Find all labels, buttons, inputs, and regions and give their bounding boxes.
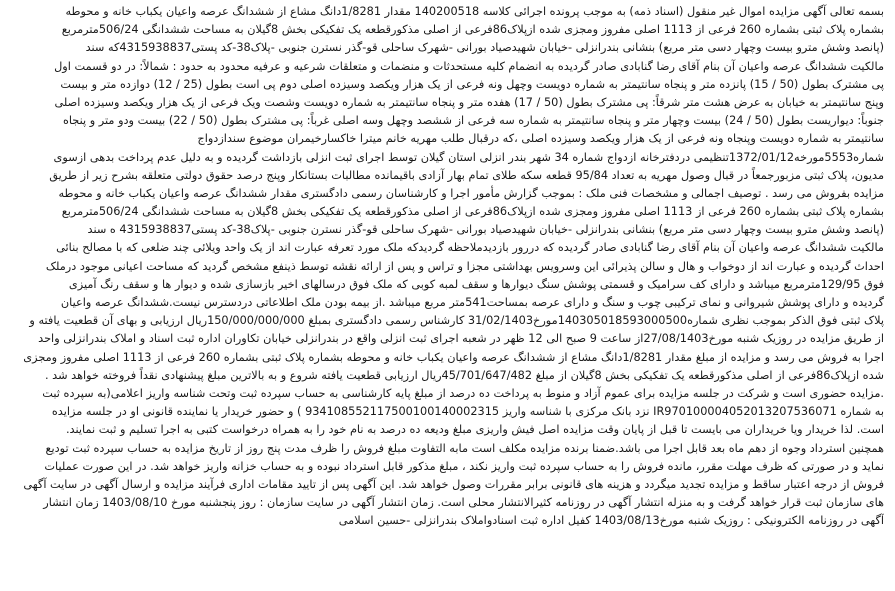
- notice-line: (پانصد وشش مترو بیست وچهار دسی متر مربع) بنشانی بندرانزلی -خیابان شهیدصیاد بورانی -شهرک ساحلی قو-گذر نسترن جنوبی -پلاک38-کد پستی4315938837 ه سند: [87, 223, 884, 237]
- notice-line: همچنین استرداد وجوه از دهم ماه بعد قابل اجرا می باشد.ضمنا برنده مزایده مکلف است مابه التفاوت مبلغ فروش را ظرف مدت پنج روز از تاریخ مزایده به حساب سپرده ثبت تودیع: [45, 441, 884, 455]
- notice-line: پلاک ثبتی فوق الذکر بموجب نظری شماره140305018593000500مورخ31/02/1403 کارشناس رسمی دادگستری بمبلغ 150/000/000/000ریال ارزیابی و بهای آن قطعیت یافته و: [29, 314, 884, 328]
- notice-line: وپنج سانتیمتر به خیابان به عرض هشت متر شرقاً: پی مشترک بطول (50 / 17) هفده متر و پنجاه سانتیمتر به شماره دویست وشصت ویک فرعی از یک هزار ویکصد وسیزده اصلی: [54, 95, 884, 109]
- notice-line: است. لذا خریدار ویا خریداران می بایست تا قبل از پایان وقت مزایده اصل فیش واریزی مبلغ ودیعه ده درصد به نام خود را به همراه درخواست کتبی به اجرا تسلیم و ثبت نمایند.: [65, 423, 884, 437]
- notice-line: اجرا به فروش می رسد و مزایده از مبلغ مقدار 1/8281دانگ مشاع از ششدانگ عرصه واعیان یکباب خانه و محوطه بشماره پلاک ثبتی بشماره 260 فرعی از 1113 اصلی مفروز ومجزی: [23, 350, 884, 364]
- notice-line: بسمه تعالی آگهی مزایده اموال غیر منقول (اسناد ذمه) به موجب پرونده اجرائی کلاسه 140200518 مقدار 1/8281دانگ مشاع از ششدانگ عرصه واعیان یکباب خانه و محوطه: [65, 5, 884, 18]
- notice-line: از طریق مزایده در روزیک شنبه مورخ27/08/1403از ساعت 9 صبح الی 12 ظهر در شعبه اجرای ثبت انزلی واقع در بندرانزلی خیابان تکاوران اداره ثبت اسناد و املاک بندرانزلی واحد: [38, 332, 884, 346]
- notice-line: بشماره پلاک ثبتی بشماره 260 فرعی از 1113 اصلی مفروز ومجزی شده ازپلاک86فرعی از اصلی مذکورقطعه یک تفکیکی بخش 8گیلان به مساحت ششدانگی 506/24مترمربع: [61, 23, 884, 37]
- notice-line: مدیون، پلاک ثبتی مزبورجمعاً در قبال وصول مهریه به تعداد 95/84 قطعه سکه طلای تمام بهار آزادی باقیمانده مطالبات بستانکار وپنج درصد حقوق دولتی متعلقه بشرح زیر از طریق: [49, 168, 884, 182]
- notice-line: شماره5553مورخه1372/01/12تنظیمی دردفترخانه ازدواج شماره 34 شهر بندر انزلی استان گیلان توسط اجرای ثبت انزلی بازداشت گردیده و به دلیل عدم پرداخت بدهی ازسوی: [53, 150, 884, 164]
- notice-line: فوق 129/95مترمربع میباشد و دارای کف سرامیک و قسمتی پوشش سنگ دیوارها و سقف لمبه کوبی که ملک فوق درسالهای اخیر بازسازی شده و دیوار ها و سقف رنگ آمیزی: [68, 277, 884, 291]
- notice-line: پی مشترک بطول (50 / 15) پانزده متر و پنجاه سانتیمتر به شماره دویست وچهل ونه فرعی از یک هزار ویکصد وسیزده اصلی دوم پی است بطول (25 / 12) دوازده متر و بیست: [60, 77, 884, 91]
- auction-notice: [12, 3, 884, 530]
- notice-line: های سازمان ثبت قرار خواهد گرفت و به منزله انتشار آگهی در روزنامه کثیرالانتشار محلی است. زمان انتشار آگهی در سایت سازمان : روز پنجشنبه مورخ 1403/08/10 زمان انتشار: [43, 496, 884, 510]
- notice-line: گردیده و دارای پوشش شیروانی و نمای ترکیبی چوب و سنگ و دارای عرصه بمساحت541متر مربع میباشد .از بیمه بودن ملک اطلاعاتی دردسترس نیست.ششدانگ عرصه واعیان: [60, 296, 884, 309]
- notice-line: مزایده بفروش می رسد . توصیف اجمالی و مشخصات فنی ملک : بموجب گزارش مأمور اجرا و کارشناسان رسمی دادگستری مقدار ششدانگ عرصه واعیان یکباب خانه و محوطه: [58, 186, 884, 200]
- notice-line: بشماره پلاک ثبتی بشماره 260 فرعی از 1113 اصلی مفروز ومجزی شده ازپلاک86فرعی از اصلی مذکورقطعه یک تفکیکی بخش 8گیلان به مساحت ششدانگی 506/24مترمربع: [61, 205, 884, 219]
- notice-line: نماید و در صورتی که ظرف مهلت مقرر، مانده فروش را به حساب سپرده ثبت واریز نکند ، مبلغ مذکور قابل استرداد نبوده و به حساب خزانه واریز خواهد شد. در این صورت عملیات: [44, 459, 884, 473]
- notice-line: جنوباً: دیواریست بطول (50 / 24) بیست وچهار متر و پنجاه سانتیمتر به شماره سه فرعی از ششصد وچهل وسه اصلی غرباً: پی مشترک بطول (50 / 22) بیست ودو متر و پنجاه: [62, 114, 884, 128]
- notice-line: احداث گردیده و عبارت اند از دوخواب و هال و سالن پذیرائی این وسرویس بهداشتی مجزا و تراس و پس از ارائه نقشه توسط ذینفع مشخص گردید که مساحت اعیانی موجود درملک: [45, 259, 884, 273]
- notice-line: شده ازپلاک86فرعی از اصلی مذکورقطعه یک تفکیکی بخش 8گیلان از مبلغ 45/701/647/482ریال ارزیابی قطعیت یافته شروع و به بالاترین مبلغ پیشنهادی نقداً فروخته خواهد شد .: [44, 368, 884, 382]
- notice-line: به شماره IR970100004052013207536071 نزد بانک مرکزی با شناسه واریز 934108552117500100140002315 ) و حضور خریدار یا نماینده قانونی او در جلسه مزایده: [51, 405, 884, 419]
- notice-line: سانتیمتر به شماره دویست وپنجاه ونه فرعی از یک هزار ویکصد وسیزده اصلی ،که درقبال طلب مهریه خانم میترا خاکسارخیمران موضوع سندازدواج: [197, 132, 884, 146]
- notice-line: آگهی در روزنامه الکترونیکی : روزیک شنبه مورخ1403/08/13 کفیل اداره ثبت اسنادواملاک بندرانزلی -حسین اسلامی: [338, 514, 884, 528]
- notice-line: مالکیت ششدانگ عرصه واعیان آن بنام آقای رضا گنابادی صادر گردیده که دررور بازدیدملاحظه گردیدکه ملک مورد تعرفه عبارت اند از یک واحد ویلائی چند ضلعی که با مصالح بنائی: [56, 241, 884, 255]
- notice-line: (پانصد وشش مترو بیست وچهار دسی متر مربع) بنشانی بندرانزلی -خیابان شهیدصیاد بورانی -شهرک ساحلی قو-گذر نسترن جنوبی -پلاک38-کد پستی4315938837که سند: [85, 41, 884, 55]
- notice-line: فروش از درجه اعتبار ساقط و مزایده تجدید میگردد و هزینه های قانونی برابر مقررات وصول خواهد شد. این آگهی پس از تایید مقامات اداری فرآیند مزایده و ارسال آگهی در سایت آگهی: [23, 477, 884, 491]
- notice-line: .مزایده حضوری است و شرکت در جلسه مزایده برای عموم آزاد و منوط به پرداخت ده درصد از مبلغ پایه کارشناسی به حساب سپرده ثبت وتحت شناسه واریز اعلامی(به سپرده ثبت: [42, 386, 884, 400]
- notice-line: مالکیت ششدانگ عرصه واعیان آن بنام آقای رضا گنابادی صادر گردیده به انضمام کلیه مستحدثات و منضمات و متعلقات شرعیه و عرفیه محدود به حدود : شمالاً: در دو قسمت اول: [54, 59, 884, 73]
